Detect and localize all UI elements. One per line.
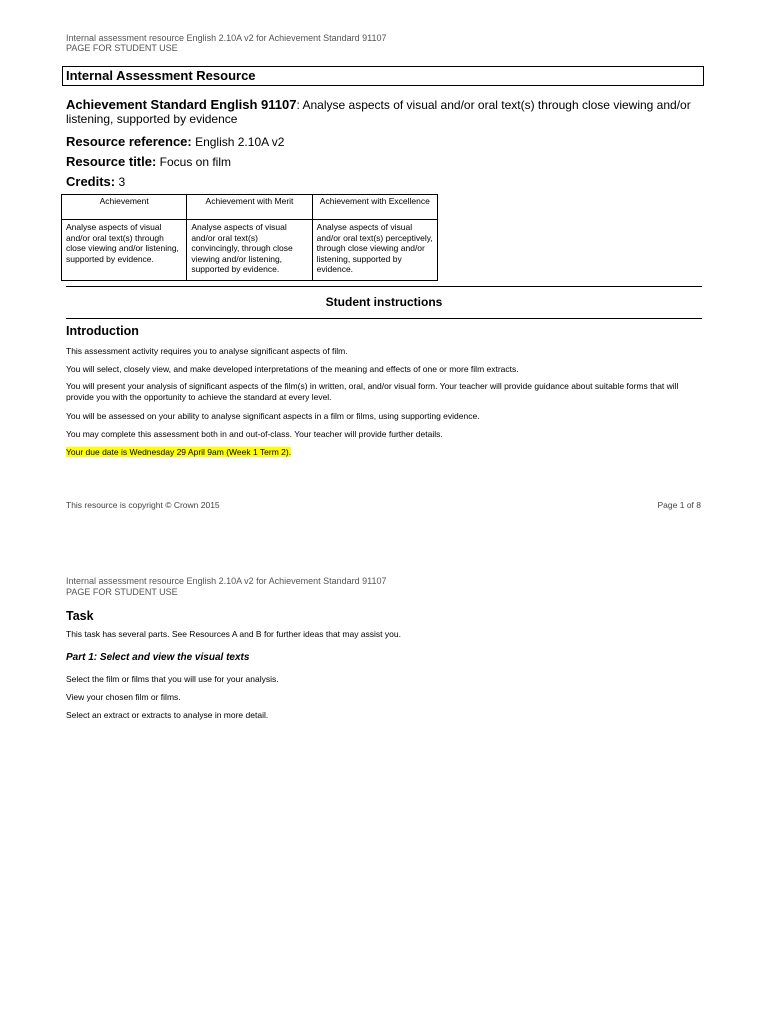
list-item: Select an extract or extracts to analyse in more detail.	[66, 710, 269, 720]
page-header-line1: Internal assessment resource English 2.10A v2 for Achievement Standard 91107	[66, 576, 387, 586]
standard-label: Achievement Standard English 91107	[66, 97, 297, 112]
footer-copyright: This resource is copyright © Crown 2015	[66, 500, 220, 510]
table-header-cell: Achievement	[62, 195, 187, 220]
standard-text: : Analyse aspects of visual and/or oral text(s) through close viewing and/or listening, supported by evidence	[66, 98, 691, 126]
paragraph: You will select, closely view, and make developed interpretations of the meaning and effects of one or more film extracts.	[66, 364, 519, 374]
resource-title-label: Resource title:	[66, 154, 157, 169]
resource-title-value: Focus on film	[156, 155, 232, 169]
resource-reference	[66, 134, 284, 149]
due-date-highlight: Your due date is Wednesday 29 April 9am (Week 1 Term 2).	[66, 447, 292, 457]
task-intro: This task has several parts. See Resources A and B for further ideas that may assist you.	[66, 629, 401, 639]
page-header-line2: PAGE FOR STUDENT USE	[66, 43, 178, 53]
table-cell: Analyse aspects of visual and/or oral text(s) convincingly, through close viewing and/or listening, supported by evidence.	[187, 220, 312, 281]
credits-value: 3	[115, 175, 126, 189]
footer-page-number: Page 1 of 8	[657, 500, 701, 510]
table-cell: Analyse aspects of visual and/or oral text(s) through close viewing and/or listening, supported by evidence.	[62, 220, 187, 281]
credits-label: Credits:	[66, 174, 116, 189]
achievement-table	[61, 194, 438, 281]
table-header-row	[62, 195, 438, 220]
divider	[66, 318, 702, 319]
divider	[66, 286, 702, 287]
due-date-line	[66, 447, 291, 458]
list-item: View your chosen film or films.	[66, 692, 181, 702]
task-heading: Task	[66, 609, 94, 623]
box-title: Internal Assessment Resource	[66, 68, 256, 83]
resource-ref-label: Resource reference:	[66, 134, 192, 149]
paragraph: You will present your analysis of significant aspects of the film(s) in written, oral, and/or visual form. Your teacher will provide guidance about suitable forms that will provide you with the opportunity to achieve the standard at every level.	[66, 381, 679, 402]
resource-title	[66, 154, 231, 169]
table-header-cell: Achievement with Excellence	[312, 195, 437, 220]
section-title: Student instructions	[325, 295, 443, 309]
standard-statement	[66, 98, 706, 126]
intro-heading: Introduction	[66, 324, 139, 338]
credits	[66, 174, 125, 189]
resource-ref-value: English 2.10A v2	[191, 135, 285, 149]
table-cell: Analyse aspects of visual and/or oral text(s) perceptively, through close viewing and/or listening, supported by evidence.	[312, 220, 437, 281]
table-row	[62, 220, 438, 281]
page-header-line1: Internal assessment resource English 2.10A v2 for Achievement Standard 91107	[66, 33, 387, 43]
paragraph: This assessment activity requires you to analyse significant aspects of film.	[66, 346, 348, 356]
page-header-line2: PAGE FOR STUDENT USE	[66, 587, 178, 597]
paragraph: You may complete this assessment both in and out-of-class. Your teacher will provide further details.	[66, 429, 443, 439]
list-item: Select the film or films that you will use for your analysis.	[66, 674, 279, 684]
paragraph: You will be assessed on your ability to analyse significant aspects in a film or films, using supporting evidence.	[66, 411, 480, 421]
resource-title-box	[62, 66, 704, 86]
part1-heading: Part 1: Select and view the visual texts	[66, 652, 250, 663]
table-header-cell: Achievement with Merit	[187, 195, 312, 220]
